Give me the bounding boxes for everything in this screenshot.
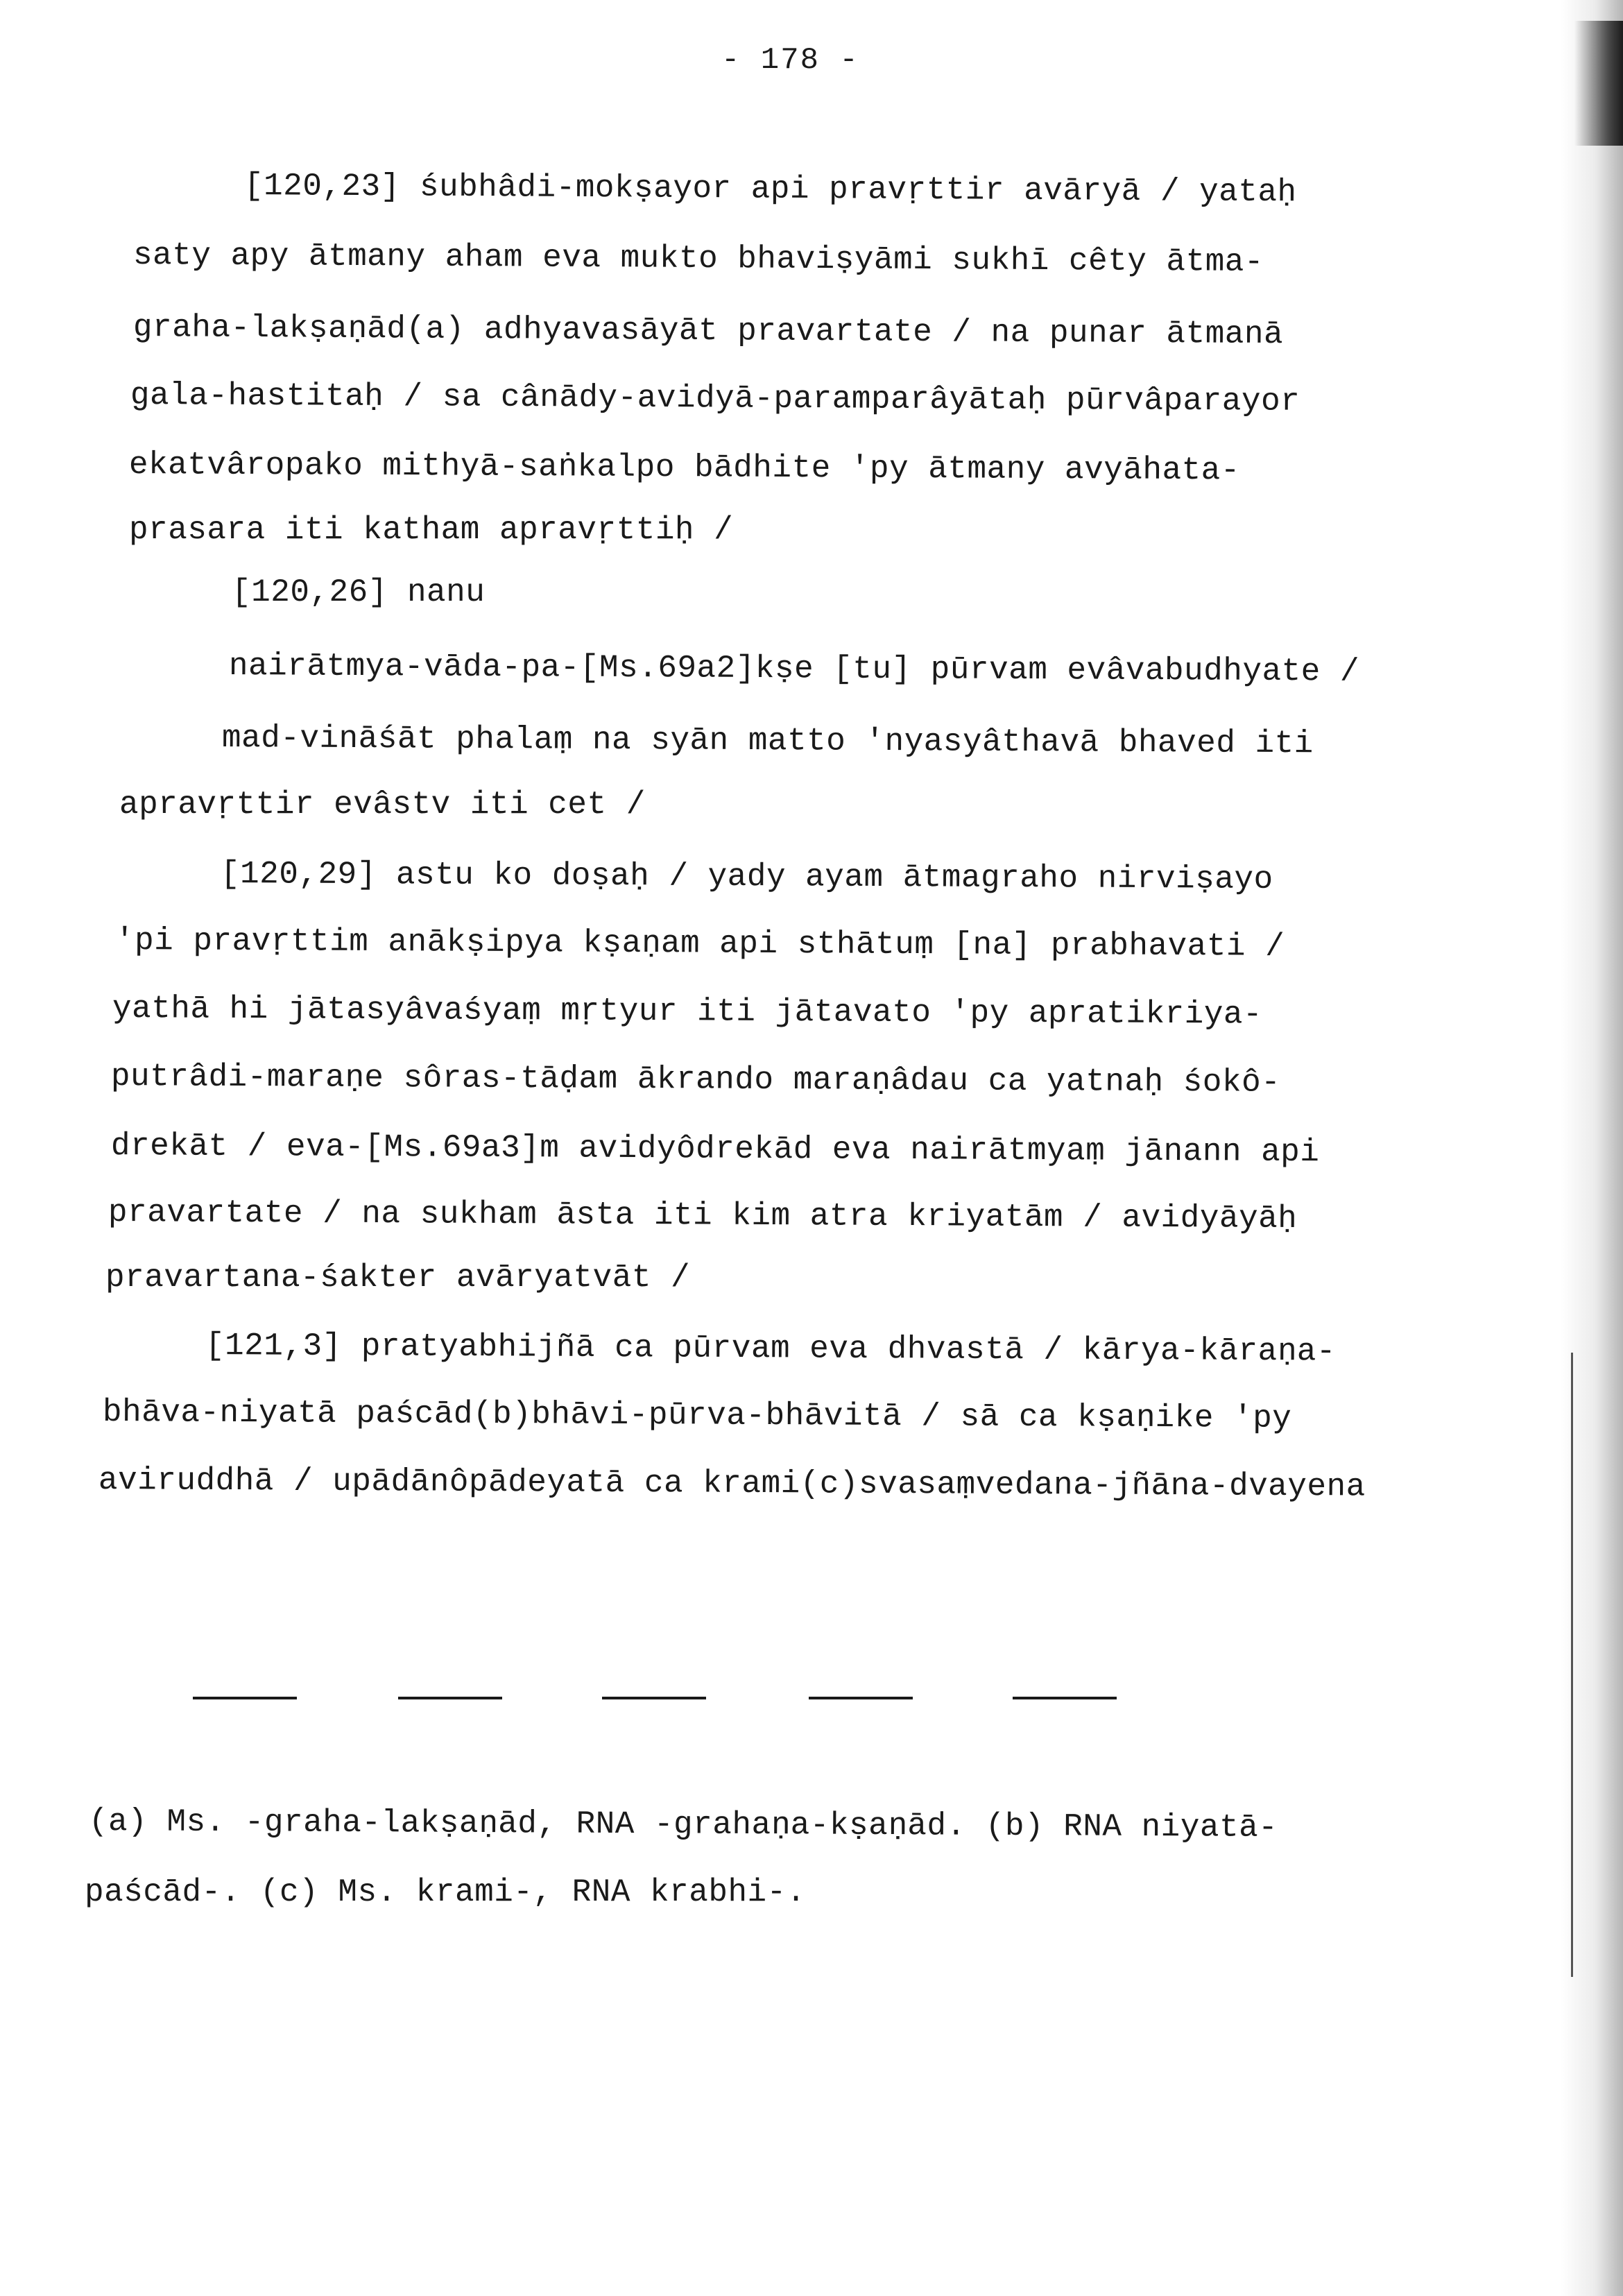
text-line: saty apy ātmany aham eva mukto bhaviṣyāmi sukhī cêty ātma- (132, 237, 1264, 280)
text-line: [120,23] śubhâdi-mokṣayor api pravṛttir avāryā / yataḥ (243, 168, 1297, 211)
page-number: - 178 - (721, 43, 859, 78)
text-line: apravṛttir evâstv iti cet / (119, 787, 646, 823)
text-line: aviruddhā / upādānôpādeyatā ca krami(c)svasaṃvedana-jñāna-dvayena (98, 1462, 1366, 1505)
text-line: putrâdi-maraṇe sôras-tāḍam ākrando maraṇâdau ca yatnaḥ śokô- (110, 1059, 1281, 1101)
separator-dash (602, 1697, 706, 1699)
text-line: pravartate / na sukham āsta iti kim atra kriyatām / avidyāyāḥ (108, 1194, 1298, 1237)
separator-dash (398, 1697, 502, 1699)
scan-edge-shadow (1561, 0, 1623, 2296)
text-line: gala-hastitaḥ / sa cânādy-avidyā-paramparâyātaḥ pūrvâparayor (130, 377, 1300, 420)
text-line: prasara iti katham apravṛttiḥ / (129, 512, 734, 548)
separator-dash (193, 1697, 297, 1699)
footnote-line: paścād-. (c) Ms. krami-, RNA krabhi-. (85, 1874, 806, 1910)
footnote-line: (a) Ms. -graha-lakṣaṇād, RNA -grahaṇa-kṣaṇād. (b) RNA niyatā- (88, 1804, 1278, 1846)
text-line: [120,29] astu ko doṣaḥ / yady ayam ātmagraho nirviṣayo (220, 856, 1273, 898)
scan-edge-dark (1574, 21, 1623, 146)
separator-dash (1013, 1697, 1117, 1699)
text-line: drekāt / eva-[Ms.69a3]m avidyôdrekād eva nairātmyaṃ jānann api (110, 1128, 1320, 1171)
text-line: bhāva-niyatā paścād(b)bhāvi-pūrva-bhāvitā / sā ca kṣaṇike 'py (102, 1394, 1292, 1437)
scan-edge-line (1571, 1353, 1573, 1977)
text-line: [120,26] nanu (232, 574, 486, 610)
text-line: 'pi pravṛttim anākṣipya kṣaṇam api sthātuṃ [na] prabhavati / (114, 923, 1285, 965)
text-line: nairātmya-vāda-pa-[Ms.69a2]kṣe [tu] pūrvam evâvabudhyate / (228, 648, 1360, 690)
text-line: graha-lakṣaṇād(a) adhyavasāyāt pravartate / na punar ātmanā (132, 309, 1284, 353)
separator-dash (809, 1697, 913, 1699)
text-line: yathā hi jātasyâvaśyaṃ mṛtyur iti jātavato 'py apratikriya- (112, 991, 1263, 1033)
text-line: pravartana-śakter avāryatvāt / (105, 1260, 691, 1296)
text-line: [121,3] pratyabhijñā ca pūrvam eva dhvastā / kārya-kāraṇa- (205, 1328, 1337, 1370)
text-line: mad-vināśāt phalaṃ na syān matto 'nyasyâthavā bhaved iti (221, 720, 1314, 762)
text-line: ekatvâropako mithyā-saṅkalpo bādhite 'py ātmany avyāhata- (128, 447, 1241, 489)
